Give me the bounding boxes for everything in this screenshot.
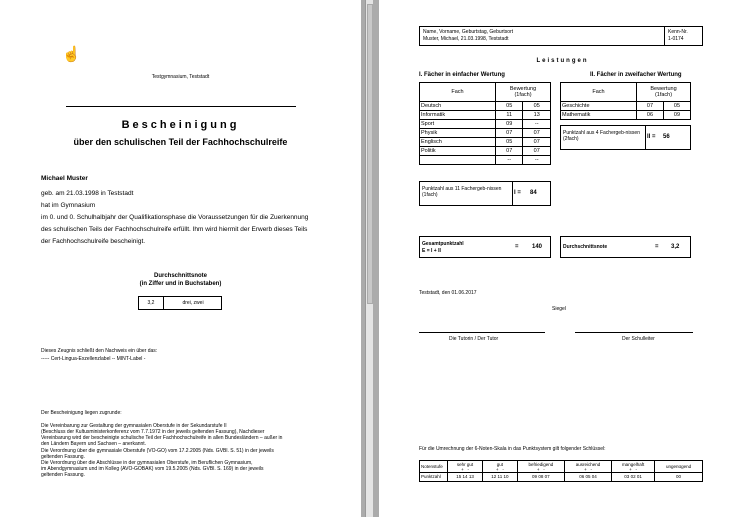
average-value: 3,2	[671, 244, 680, 250]
subject-grade: 07	[523, 147, 551, 156]
header-divider	[664, 27, 665, 45]
subject-name: Physik	[420, 129, 496, 138]
scale-grade	[517, 461, 564, 473]
grade-words: drei, zwei	[182, 300, 204, 306]
subject-grade: 05	[663, 102, 690, 111]
table-row	[420, 102, 551, 111]
scale-point: 04	[591, 474, 597, 479]
hand-pointer-icon: ☝	[62, 46, 81, 63]
grade-number: 3,2	[147, 300, 155, 306]
scale-grade	[565, 461, 612, 473]
subject-grade: 05	[496, 138, 523, 147]
col-bewertung-sub: (1fach)	[514, 92, 532, 98]
scale-sign: -	[502, 466, 504, 472]
basis-line: den Ländern Bayern und Sachsen – anerkannt.	[41, 441, 147, 447]
header-name-label: Name, Vorname, Geburtstag, Geburtsort	[423, 29, 514, 35]
scale-grade	[448, 461, 483, 473]
scale-sign: +	[536, 466, 540, 472]
basis-line: geltenden Fassung.	[41, 472, 85, 478]
cert-line-2: ----- Cert-Lingua-Exzellenzlabel -- MINT-Label -	[41, 356, 146, 362]
basis-line: im Abendgymnasium und im Kolleg (AVO-GOBAK) vom 19.5.2005 (Nds. GVBl. S. 169) in der jeweils	[41, 466, 264, 472]
scale-points	[483, 473, 518, 482]
col-bewertung-sub: (1fach)	[654, 92, 673, 98]
scale-sign: -	[467, 466, 469, 472]
scale-point: 08	[538, 474, 544, 479]
subject-grade: --	[523, 156, 551, 165]
scrollbar-thumb[interactable]	[367, 4, 373, 304]
scale-point: 07	[544, 474, 550, 479]
subject-grade: 06	[637, 111, 664, 120]
scale-grade	[483, 461, 518, 473]
scale-point: 15	[456, 474, 462, 479]
table-row	[561, 102, 691, 111]
body-line-2: des schulischen Teils der Fachhochschulreife erfüllt. Ihm wird hiermit der Erwerb dieses Teils	[41, 226, 308, 233]
scale-heading: Für die Umrechnung der 6-Noten-Skala in das Punktsystem gilt folgender Schlüssel:	[419, 446, 606, 452]
basis-line: Die Verordnung über die gymnasiale Oberstufe (VO-GO) vom 17.2.2005 (Nds. GVBl. S. 51) in der jeweils	[41, 448, 274, 454]
principal-signature-line	[575, 332, 693, 333]
scrollbar[interactable]	[365, 0, 373, 517]
average-eq: =	[655, 244, 659, 250]
total-formula: E = I + II	[422, 248, 441, 254]
sum-2-label: Punktzahl aus 4 Fachergeb-nissen (2fach)	[563, 130, 640, 142]
subject-grade: 07	[637, 102, 664, 111]
subject-name: Sport	[420, 120, 496, 129]
sum-1-label: Punktzahl aus 11 Fachergeb-nissen (1fach)	[422, 186, 502, 198]
subject-grade: 05	[523, 102, 551, 111]
table-row	[561, 111, 691, 120]
principal-signature-label: Der Schulleiter	[622, 336, 655, 342]
scale-row-notenstufe	[420, 461, 703, 473]
scale-points	[612, 473, 655, 482]
sum-2-prefix: II =	[647, 134, 656, 140]
grade-subheading: (in Ziffer und in Buchstaben)	[139, 281, 222, 287]
subject-grade: 07	[523, 129, 551, 138]
scale-grade-name: mangelhaft	[621, 461, 645, 467]
table-header-row	[420, 83, 551, 102]
subject-name: Englisch	[420, 138, 496, 147]
scale-point: 02	[630, 474, 636, 479]
subject-name: Politik	[420, 147, 496, 156]
average-label: Durchschnittsnote	[563, 244, 608, 250]
scale-grade-name: ungenügend	[666, 464, 692, 469]
subject-grade: 07	[496, 147, 523, 156]
scale-sign: -	[590, 466, 592, 472]
scale-sign: +	[495, 466, 499, 472]
table-row	[420, 120, 551, 129]
student-name: Michael Muster	[41, 175, 88, 182]
header-kennnr-value: 1-0174	[668, 36, 684, 42]
sum-1-divider	[512, 182, 513, 205]
subject-grade: 07	[496, 129, 523, 138]
scale-grade-name: ausreichend	[575, 461, 601, 467]
subject-name: Deutsch	[420, 102, 496, 111]
total-eq: =	[515, 244, 519, 250]
place-date: Teststadt, den 01.06.2017	[419, 290, 477, 296]
scale-point: 05	[585, 474, 591, 479]
scale-sign: -	[543, 466, 545, 472]
table-row	[420, 147, 551, 156]
sum-2-box	[560, 125, 691, 150]
scale-sign: +	[629, 466, 632, 472]
col-fach: Fach	[561, 83, 637, 102]
table-header-row	[561, 83, 691, 102]
grade-scale-table	[419, 460, 703, 482]
tutor-signature-label: Die Tutorin / Der Tutor	[449, 336, 499, 342]
scale-point: 14	[462, 474, 468, 479]
scale-grade	[655, 461, 703, 473]
scale-point: 03	[624, 474, 630, 479]
tutor-signature-line	[419, 332, 545, 333]
scale-grade-name: gut	[496, 461, 503, 467]
col-bewertung	[637, 83, 691, 102]
school-line: hat im Gymnasium	[41, 202, 96, 209]
scale-grade-signs	[496, 467, 504, 472]
subject-grade: 09	[496, 120, 523, 129]
seal-label: Siegel	[552, 306, 566, 312]
subject-name: Mathematik	[561, 111, 637, 120]
subjects-table-1	[419, 82, 551, 165]
basis-heading: Der Bescheinigung liegen zugrunde:	[41, 410, 122, 416]
scale-point: 06	[579, 474, 585, 479]
subject-grade: 07	[523, 138, 551, 147]
scale-points	[565, 473, 612, 482]
scale-grade-name: befriedigend	[528, 461, 554, 467]
subject-name: Informatik	[420, 111, 496, 120]
scale-point: 01	[636, 474, 642, 479]
scale-grade-name: sehr gut	[456, 461, 474, 467]
scale-sign: +	[461, 466, 464, 472]
scale-point: 13	[468, 474, 474, 479]
header-name-value: Muster, Michael, 21.03.1998, Teststadt	[423, 36, 509, 42]
col-bewertung-label: Bewertung	[650, 86, 677, 92]
scale-grade-signs	[537, 467, 545, 472]
scale-grade-signs	[629, 467, 637, 472]
subject-name	[420, 156, 496, 165]
sum-1-value: 84	[530, 190, 537, 196]
birth-line: geb. am 21.03.1998 in Teststadt	[41, 190, 134, 197]
table-row	[420, 156, 551, 165]
col-fach: Fach	[420, 83, 496, 102]
sum-1-prefix: I =	[514, 190, 521, 196]
subject-grade: 11	[496, 111, 523, 120]
average-box	[560, 236, 691, 258]
header-kennnr-label: Kenn-Nr.	[668, 29, 688, 35]
table-row	[420, 138, 551, 147]
document-title: Bescheinigung	[121, 119, 240, 131]
leistungen-heading: Leistungen	[536, 58, 589, 64]
subject-grade: 09	[663, 111, 690, 120]
cert-line-1: Dieses Zeugnis schließt den Nachweis ein über das:	[41, 348, 158, 354]
scale-row-label: Notenstufe	[420, 461, 448, 473]
basis-line: Die Verordnung über die Abschlüsse in der gymnasialen Oberstufe, im Beruflichen Gymnasium,	[41, 460, 253, 466]
sum-2-value: 56	[663, 134, 670, 140]
subject-name: Geschichte	[561, 102, 637, 111]
body-line-1: im 0. und 0. Schulhalbjahr der Qualifikationsphase die Voraussetzungen für die Zuerkennung	[41, 214, 309, 221]
sum-1-box	[419, 181, 551, 206]
subject-grade: --	[496, 156, 523, 165]
basis-line: geltenden Fassung.	[41, 454, 85, 460]
total-box	[419, 236, 551, 258]
subject-grade: 05	[496, 102, 523, 111]
scale-point: 11	[497, 474, 503, 479]
section-2-title: II. Fächer in zweifacher Wertung	[590, 72, 682, 78]
school-name: Testgymnasium, Teststadt	[151, 74, 210, 80]
basis-line: (Beschluss der Kultusministerkonferenz vom 7.7.1972 in der jeweils geltenden Fassung), Nachdieser	[41, 429, 265, 435]
scale-point: 10	[503, 474, 509, 479]
total-value: 140	[532, 244, 543, 250]
scale-sign: +	[584, 466, 587, 472]
grade-box	[138, 296, 222, 310]
scale-row-label: Punktzahl	[420, 473, 448, 482]
scale-point: 00	[676, 474, 682, 479]
basis-line: Die Vereinbarung zur Gestaltung der gymnasialen Oberstufe in der Sekundarstufe II	[41, 423, 227, 429]
scale-sign: -	[635, 466, 638, 472]
subject-grade: 13	[523, 111, 551, 120]
scale-row-punktzahl	[420, 473, 703, 482]
header-box	[419, 26, 703, 46]
scale-grade-signs	[461, 467, 469, 472]
basis-line: Vereinbarung wird der bescheinigte schulische Teil der Fachhochschulreife in allen Bundesländern – außer in	[41, 435, 283, 441]
document-page-2	[379, 0, 746, 517]
document-subtitle: über den schulischen Teil der Fachhochschulreife	[73, 137, 288, 147]
total-label: Gesamtpunktzahl	[422, 241, 464, 247]
scale-grade-signs	[584, 467, 592, 472]
scale-points	[448, 473, 483, 482]
body-line-3: der Fachhochschulreife bescheinigt.	[41, 238, 146, 245]
scale-points	[655, 473, 703, 482]
table-row	[420, 111, 551, 120]
document-page-1	[0, 0, 361, 517]
subjects-table-2	[560, 82, 691, 120]
scale-grade	[612, 461, 655, 473]
scale-point: 12	[491, 474, 497, 479]
scale-point: 09	[532, 474, 538, 479]
scale-points	[517, 473, 564, 482]
col-bewertung	[496, 83, 551, 102]
grade-heading: Durchschnittsnote	[153, 273, 207, 279]
sum-2-divider	[645, 126, 646, 149]
table-row	[420, 129, 551, 138]
col-bewertung-label: Bewertung	[509, 86, 537, 92]
subject-grade: --	[523, 120, 551, 129]
divider-line	[66, 106, 296, 107]
section-1-title: I. Fächer in einfacher Wertung	[419, 72, 505, 78]
